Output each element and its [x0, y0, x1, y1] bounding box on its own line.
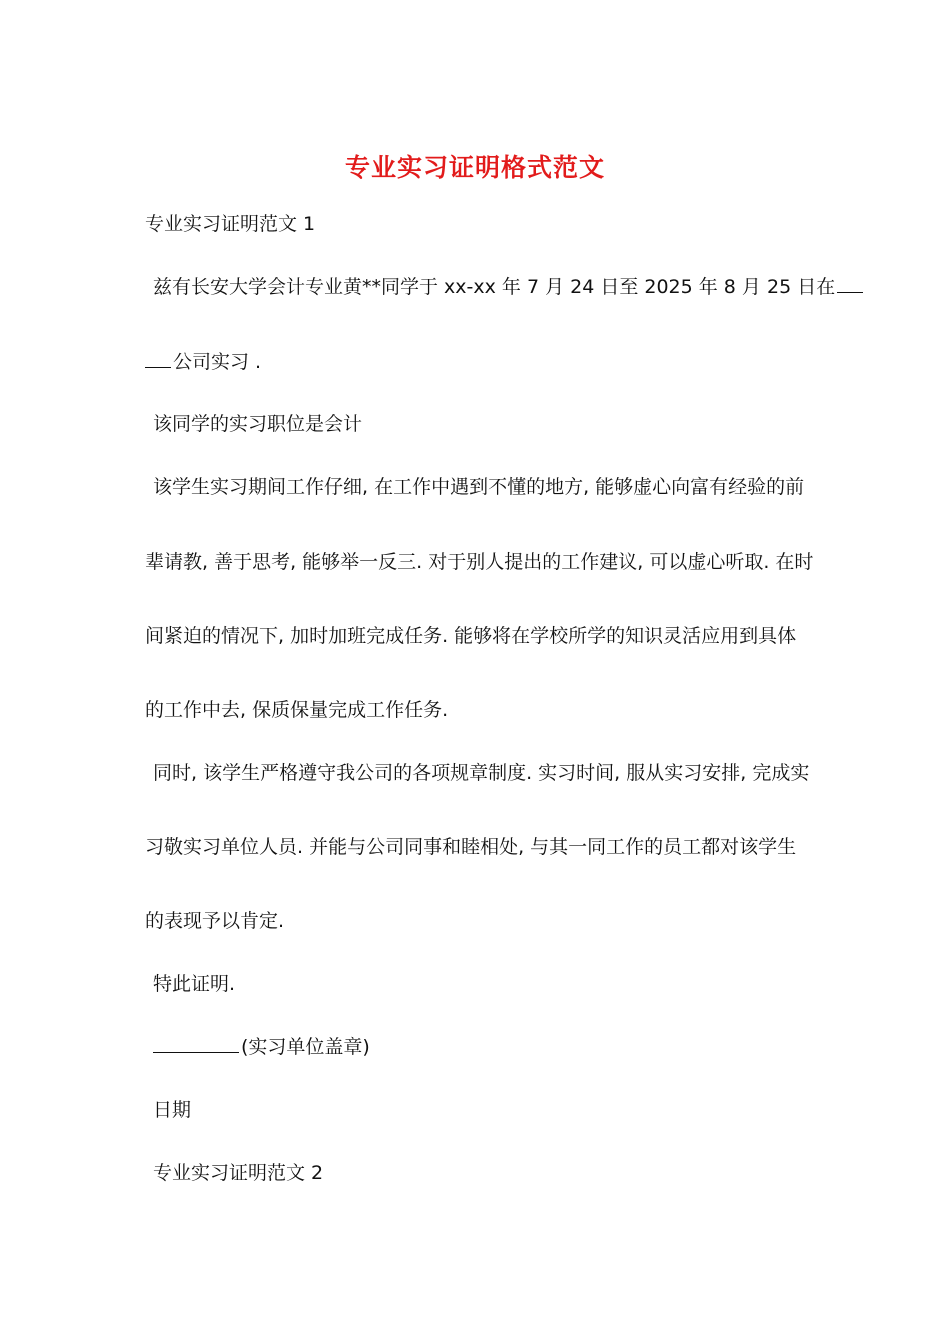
paragraph-1-text: 兹有长安大学会计专业黄**同学于 xx-xx 年 7 月 24 日至 2025 年 8 月 25 日在: [153, 276, 836, 298]
paragraph-3-line-4: 的工作中去, 保质保量完成工作任务.: [145, 699, 449, 721]
paragraph-1-line-2: [145, 349, 810, 375]
fill-in-blank: [837, 274, 863, 293]
section-heading-1: 专业实习证明范文 1: [145, 213, 316, 235]
paragraph-1-text: 公司实习 .: [173, 351, 262, 373]
seal-line: [153, 1034, 818, 1060]
paragraph-4-line-1: 同时, 该学生严格遵守我公司的各项规章制度. 实习时间, 服从实习安排, 完成实: [153, 762, 810, 784]
paragraph-4-line-2: 习敬实习单位人员. 并能与公司同事和睦相处, 与其一同工作的员工都对该学生: [145, 836, 797, 858]
date-label: 日期: [153, 1099, 192, 1121]
paragraph-3-line-3: 间紧迫的情况下, 加时加班完成任务. 能够将在学校所学的知识灵活应用到具体: [145, 625, 797, 647]
paragraph-1-line-1: [153, 274, 836, 300]
paragraph-3-line-2: 辈请教, 善于思考, 能够举一反三. 对于别人提出的工作建议, 可以虚心听取. 在时: [145, 551, 814, 573]
paragraph-3-line-1: 该学生实习期间工作仔细, 在工作中遇到不懂的地方, 能够虚心向富有经验的前: [153, 476, 805, 498]
fill-in-blank: [145, 349, 171, 368]
document-title: 专业实习证明格式范文: [344, 153, 605, 182]
section-heading-2: 专业实习证明范文 2: [153, 1162, 324, 1184]
paragraph-2: 该同学的实习职位是会计: [153, 413, 363, 435]
seal-label: (实习单位盖章): [241, 1036, 370, 1058]
seal-blank: [153, 1034, 239, 1053]
paragraph-4-line-3: 的表现予以肯定.: [145, 910, 285, 932]
closing-statement: 特此证明.: [153, 973, 236, 995]
